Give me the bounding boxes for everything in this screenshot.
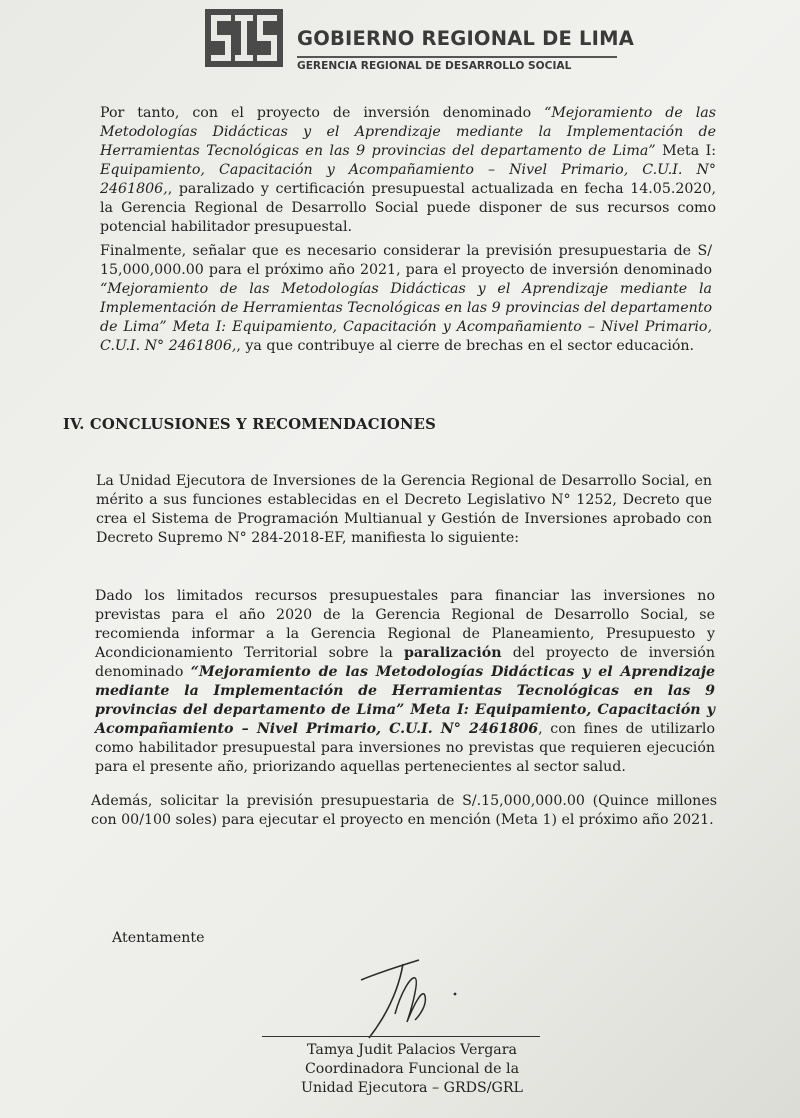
signature-line (262, 1036, 540, 1037)
project-name: “Mejoramiento de las Metodologías Didácticas y el Aprendizaje mediante la Implementación de Herramientas Tecnológicas en las 9 provincias del departamento de Lima” Meta I: Equipamiento, Capacitación y Acompañamiento – Nivel Primario, C.U.I. N° 2461806 (95, 664, 715, 737)
signer-title: Coordinadora Funcional de la (304, 1061, 520, 1077)
organization-name: GOBIERNO REGIONAL DE LIMA (297, 27, 634, 50)
text-run: , con fines de utilizarlo como habilitador presupuestal para inversiones no previstas que requieren ejecución para el presente año, priorizando aquellas pertenecientes al sector salud. (95, 721, 715, 775)
handwritten-signature-icon (355, 952, 465, 1044)
text-run: , paralizado y certificación presupuestal actualizada en fecha 14.05.2020, la Gerencia Regional de Desarrollo Social puede disponer de sus recursos como potencial habilitador presupuestal. (100, 181, 716, 235)
letterhead-divider (297, 56, 617, 58)
text-run: Por tanto, con el proyecto de inversión denominado (100, 105, 545, 121)
text-run: Finalmente, señalar que es necesario considerar la previsión presupuestaria de S/ 15,000,000.00 para el próximo año 2021, para el proyecto de inversión denominado (100, 243, 712, 278)
regional-government-emblem-icon (205, 9, 283, 67)
paragraph-unit-statement: La Unidad Ejecutora de Inversiones de la Gerencia Regional de Desarrollo Social, en mérito a sus funciones establecidas en el Decreto Legislativo N° 1252, Decreto que crea el Sistema de Programación Multianual y Gestión de Inversiones aprobado con Decreto Supremo N° 284-2018-EF, manifiesta lo siguiente: (96, 473, 712, 546)
section-heading: IV. CONCLUSIONES Y RECOMENDACIONES (63, 416, 437, 433)
organization-department: GERENCIA REGIONAL DE DESARROLLO SOCIAL (297, 60, 572, 72)
signer-block (262, 1041, 562, 1098)
project-meta: Equipamiento, Capacitación y Acompañamiento – Nivel Primario, C.U.I. N° 2461806, (100, 162, 716, 197)
project-name: “Mejoramiento de las Metodologías Didácticas y el Aprendizaje mediante la Implementación de Herramientas Tecnológicas en las 9 provincias del departamento de Lima” (100, 105, 716, 159)
text-run: , ya que contribuye al cierre de brechas en el sector educación. (236, 338, 695, 354)
signer-unit: Unidad Ejecutora – GRDS/GRL (301, 1080, 523, 1096)
text-run: Dado los limitados recursos presupuestales para financiar las inversiones no previstas para el año 2020 de la Gerencia Regional de Desarrollo Social, se recomienda informar a la Gerencia Regional de Planeamiento, Presupuesto y Acondicionamiento Territorial sobre la (95, 588, 715, 661)
letterhead (205, 9, 635, 72)
paragraph-project-status (100, 104, 716, 237)
paragraph-budget-forecast (100, 242, 712, 356)
text-run: Meta I: (655, 143, 716, 159)
text-run: del proyecto de inversión denominado (95, 645, 715, 680)
project-name: “Mejoramiento de las Metodologías Didácticas y el Aprendizaje mediante la Implementación de Herramientas Tecnológicas en las 9 provincias del departamento de Lima” (100, 281, 712, 335)
paragraph-budget-request: Además, solicitar la previsión presupuestaria de S/.15,000,000.00 (Quince millones con 00/100 soles) para ejecutar el proyecto en mención (Meta 1) el próximo año 2021. (91, 793, 717, 828)
project-meta: Meta I: Equipamiento, Capacitación y Acompañamiento – Nivel Primario, C.U.I. N° 2461806, (100, 319, 712, 354)
paragraph-recommendation (95, 587, 715, 777)
signer-name: Tamya Judit Palacios Vergara (307, 1042, 517, 1058)
emphasis-word: paralización (403, 645, 502, 661)
closing-salutation: Atentamente (112, 930, 205, 946)
